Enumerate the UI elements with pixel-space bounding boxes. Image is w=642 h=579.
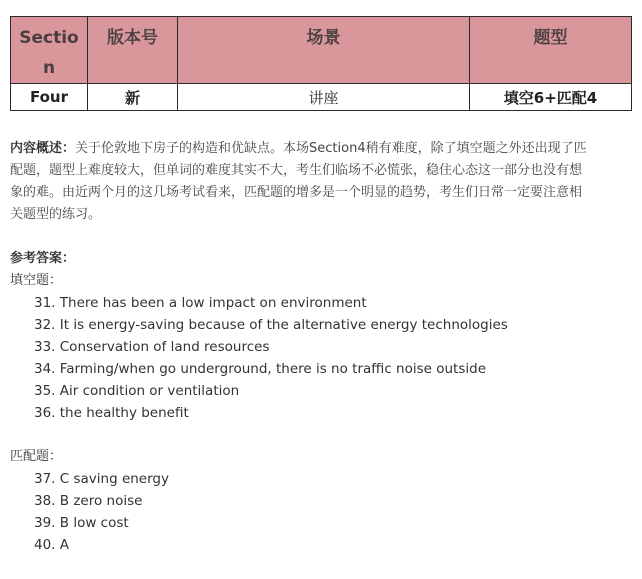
list-item: 31. There has been a low impact on environment bbox=[34, 295, 367, 311]
list-item: 38. B zero noise bbox=[34, 493, 143, 509]
header-section-line1: Sectio bbox=[19, 28, 79, 48]
spacer bbox=[10, 424, 632, 446]
list-item: 36. the healthy benefit bbox=[34, 405, 189, 421]
table-row bbox=[11, 84, 632, 111]
list-item: 33. Conservation of land resources bbox=[34, 339, 270, 355]
match-label: 匹配题： bbox=[10, 449, 63, 464]
summary-paragraph bbox=[10, 138, 632, 226]
summary-text-1: 关于伦敦地下房子的构造和优缺点。本场Section4稍有难度，除了填空题之外还出现了匹 bbox=[75, 141, 587, 156]
list-item: 32. It is energy-saving because of the alternative energy technologies bbox=[34, 317, 508, 333]
list-item: 39. B low cost bbox=[34, 515, 129, 531]
cell-version: 新 bbox=[88, 84, 178, 111]
list-item: 34. Farming/when go underground, there is no traffic noise outside bbox=[34, 361, 486, 377]
answers-section bbox=[10, 248, 632, 556]
cell-type: 填空6+匹配4 bbox=[470, 84, 632, 111]
summary-line-4: 关题型的练习。 bbox=[10, 207, 102, 222]
summary-line-2: 配题，题型上难度较大，但单词的难度其实不大，考生们临场不必慌张，稳住心态这一部分也没有想 bbox=[10, 163, 583, 178]
cell-scene: 讲座 bbox=[178, 84, 470, 111]
summary-line-1 bbox=[10, 138, 632, 160]
header-version: 版本号 bbox=[88, 17, 178, 84]
list-item: 35. Air condition or ventilation bbox=[34, 383, 240, 399]
table-header-row bbox=[11, 17, 632, 84]
list-item: 37. C saving energy bbox=[34, 471, 169, 487]
answers-title: 参考答案： bbox=[10, 251, 76, 266]
header-section-line2: n bbox=[42, 58, 56, 78]
cell-section: Four bbox=[11, 84, 88, 111]
info-table bbox=[10, 16, 632, 111]
header-scene: 场景 bbox=[178, 17, 470, 84]
fill-label: 填空题： bbox=[10, 273, 63, 288]
summary-label: 内容概述： bbox=[10, 141, 76, 156]
list-item: 40. A bbox=[34, 537, 69, 553]
header-section bbox=[11, 17, 88, 84]
summary-line-3: 象的难。由近两个月的这几场考试看来，匹配题的增多是一个明显的趋势，考生们日常一定要注意相 bbox=[10, 185, 583, 200]
header-type: 题型 bbox=[470, 17, 632, 84]
